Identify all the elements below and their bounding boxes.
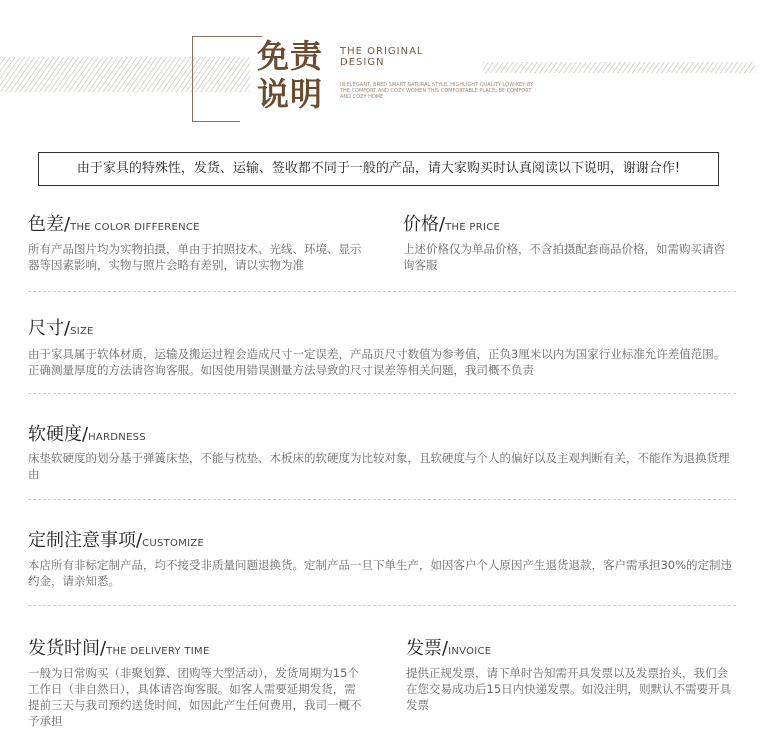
section-divider [28,393,736,394]
section-title-color [28,214,200,239]
section-title-color-en: THE COLOR DIFFERENCE [70,222,200,233]
section-body-color: 所有产品图片均为实物拍摄，单由于拍照技术、光线、环境、显示器等因素影响，实物与照片会略有差别，请以实物为准 [28,242,362,272]
section-title-hardness-en: HARDNESS [88,432,146,443]
section-title-hardness-cn: 软硬度/ [28,424,89,445]
page-title-line1: 免责 [257,37,324,75]
section-title-customize-en: CUSTOMIZE [142,538,205,549]
section-divider [28,291,736,292]
page-title-english-line2: DESIGN [340,57,385,68]
section-title-delivery-cn: 发货时间/ [28,638,107,659]
section-title-delivery-en: THE DELIVERY TIME [106,646,210,657]
section-title-customize [28,530,204,555]
page-title-line2: 说明 [257,75,324,113]
header-frame-top [192,36,262,37]
header-stripes-left [0,57,250,92]
page-title [257,37,323,113]
section-body-customize: 本店所有非标定制产品，均不接受非质量问题退换货。定制产品一旦下单生产，如因客户个人原因产生退货退款，客户需承担30%的定制违约金，请亲知悉。 [28,558,733,588]
header-stripes-right [483,62,755,73]
section-title-invoice-cn: 发票/ [406,638,449,659]
header-frame-left [192,36,193,122]
section-title-invoice-en: INVOICE [448,646,492,657]
page-title-english [340,46,423,68]
section-title-color-cn: 色差/ [28,214,71,235]
header-tagline: IN ELEGANT, BRED SMART NATURAL STYLE, HIGHLIGHT QUALITY LOW-KEY BY THE COMFORT AND COZY WOMEN THIS COMFORTABLE PLACE, BE COMFORT AND COZY HOME [340,82,534,100]
section-body-delivery: 一般为日常购买（非聚划算、团购等大型活动），发货周期为15个工作日（非自然日），具体请咨询客服。如客人需要延期发货，需提前三天与我司预约送货时间，如因此产生任何费用，我司一概不予承担 [28,666,362,728]
section-divider [28,499,736,500]
section-divider [28,605,736,606]
section-title-size [28,318,94,343]
header-frame-bottom [192,121,240,122]
notice-box: 由于家具的特殊性，发货、运输、签收都不同于一般的产品，请大家购买时认真阅读以下说明，谢谢合作! [38,152,719,186]
page-title-english-line1: THE ORIGINAL [340,46,424,57]
section-title-delivery [28,638,210,663]
section-title-invoice [406,638,491,663]
section-body-size: 由于家具属于软体材质，运输及搬运过程会造成尺寸一定误差，产品页尺寸数值为参考值，正负3厘米以内为国家行业标准允许差值范围。正确测量厚度的方法请咨询客服。如因使用错误测量方法导致的尺寸误差等相关问题，我司概不负责 [28,347,726,377]
section-title-price [403,214,500,239]
section-body-invoice: 提供正规发票，请下单时告知需开具发票以及发票抬头，我们会在您交易成功后15日内快递发票。如没注明，则默认不需要开具发票 [406,666,732,712]
section-body-hardness: 床垫软硬度的划分基于弹簧床垫，不能与枕垫、木板床的软硬度为比较对象，且软硬度与个人的偏好以及主观判断有关，不能作为退换货理由 [28,451,730,481]
section-title-size-cn: 尺寸/ [28,318,71,339]
section-body-price: 上述价格仅为单品价格，不含拍摄配套商品价格，如需购买请咨询客服 [403,242,725,272]
section-title-hardness [28,424,146,449]
section-title-size-en: SIZE [70,326,94,337]
section-title-customize-cn: 定制注意事项/ [28,530,143,551]
section-title-price-en: THE PRICE [445,222,501,233]
section-title-price-cn: 价格/ [403,214,446,235]
